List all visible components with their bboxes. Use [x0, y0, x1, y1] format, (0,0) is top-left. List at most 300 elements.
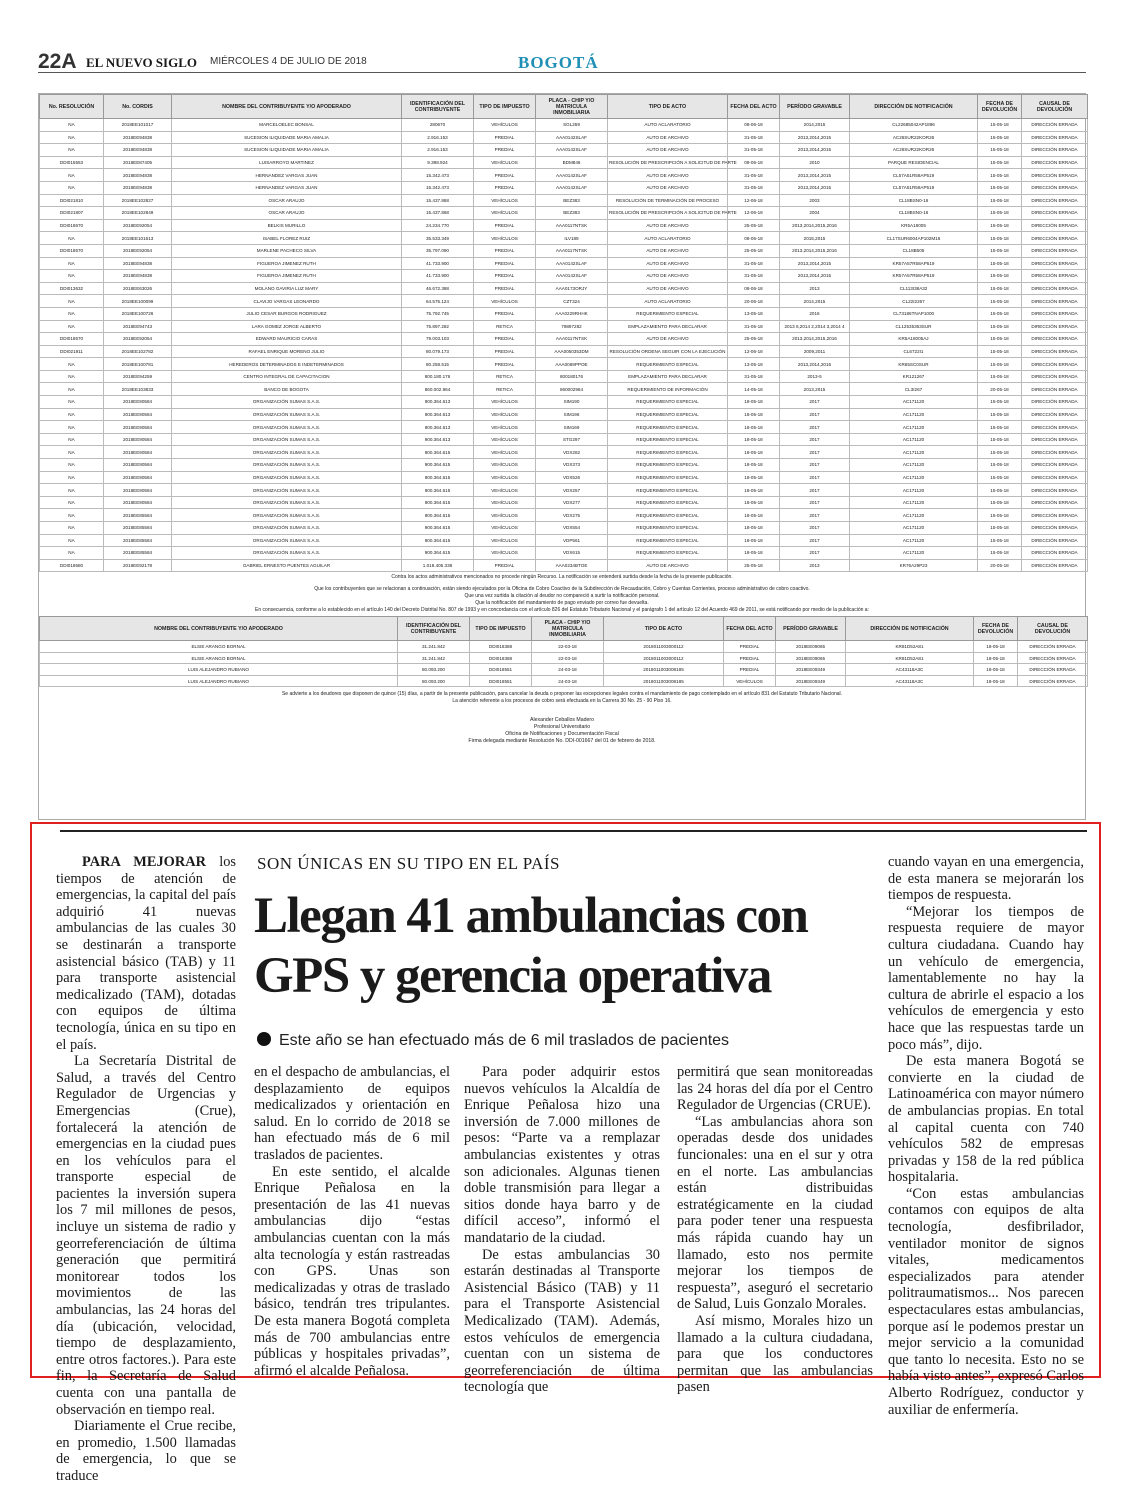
- table-cell: 2018EE90584: [104, 446, 172, 459]
- table-cell: 900.364.615: [402, 471, 474, 484]
- section-name: BOGOTÁ: [518, 53, 599, 72]
- table-cell: ORGANIZACIÓN SUMAS S.A.S.: [172, 471, 402, 484]
- table-row: [40, 194, 1088, 207]
- article-column-1: [56, 854, 236, 1485]
- table-cell: 2018EE90584: [104, 408, 172, 421]
- table-cell: PREDIAL: [474, 333, 536, 346]
- table-cell: NA: [40, 534, 104, 547]
- table-cell: 15-05-18: [978, 144, 1022, 157]
- table-cell: 15.342.473: [402, 169, 474, 182]
- table-cell: 2018EE103833: [104, 383, 172, 396]
- table-cell: DDI013632: [40, 282, 104, 295]
- table-cell: 15-05-18: [978, 484, 1022, 497]
- table-cell: VEHÍCULOS: [474, 396, 536, 409]
- table-cell: 46.672.388: [402, 282, 474, 295]
- table-row: [40, 257, 1088, 270]
- table-cell: NA: [40, 433, 104, 446]
- table-cell: AUTO DE ARCHIVO: [608, 333, 728, 346]
- article-paragraph: De estas ambulancias 30 estarán destinadas al Transporte Asistencial Básico (TAB) y 11 para el Transporte Asistencial Medicalizado (TAM). Además, estos vehículos de emergencia cuentan con un sistema de georreferenciación de última tecnología que: [464, 1246, 660, 1396]
- table-cell: HEREDEROS DETERMINADOS E INDETERMINADOS: [172, 358, 402, 371]
- table-cell: 2018EE92054: [104, 333, 172, 346]
- table-cell: 15.342.473: [402, 181, 474, 194]
- table-cell: DIRECCIÓN ERRADA: [1022, 119, 1088, 132]
- table-cell: 31-05-18: [728, 270, 780, 283]
- table-cell: AC171120: [850, 459, 978, 472]
- column-header: PLACA - CHIP Y/O MATRICULA INMOBILIARIA: [536, 95, 608, 119]
- table-cell: 2018EE102782: [104, 345, 172, 358]
- table-cell: 15-05-18: [978, 156, 1022, 169]
- table-cell: 15-05-18: [978, 119, 1022, 132]
- column-header: TIPO DE ACTO: [604, 617, 724, 641]
- notice-cobro-line-1: Que los contribuyentes que se relacionan a continuación, están siendo ejecutados por la Oficina de Cobro Coactivo de la Subdirección de Recaudación, Cobro y Cuentas Corrientes, proceso administrativo de cobro coactivo.: [314, 586, 810, 593]
- table-cell: CL18B605: [850, 244, 978, 257]
- table-cell: AC171120: [850, 408, 978, 421]
- table-cell: 18-05-18: [728, 547, 780, 560]
- table-cell: 2004: [780, 207, 850, 220]
- column-header: No. RESOLUCIÓN: [40, 95, 104, 119]
- table-cell: 31.241.842: [398, 641, 470, 653]
- table-cell: DIRECCIÓN ERRADA: [1022, 370, 1088, 383]
- table-cell: 25-05-18: [728, 333, 780, 346]
- table-cell: 18-05-18: [728, 522, 780, 535]
- table-cell: 2.916.153: [402, 131, 474, 144]
- table-row: [40, 559, 1088, 572]
- table-cell: 2018011003000112: [604, 641, 724, 653]
- table-cell: AC171120: [850, 433, 978, 446]
- table-cell: CL113I38A32: [850, 282, 978, 295]
- table-cell: DDI018670: [40, 333, 104, 346]
- table-cell: 2017: [780, 459, 850, 472]
- table-cell: CL57A51R58AP519: [850, 169, 978, 182]
- table-cell: VEHÍCULOS: [474, 421, 536, 434]
- table-cell: RESOLUCIÓN DE PRESCRIPCIÓN A SOLICITUD DE PARTE: [608, 156, 728, 169]
- table-cell: AC171120: [850, 534, 978, 547]
- table-cell: 15-05-18: [978, 257, 1022, 270]
- table-cell: LUIS ALEJANDRO RUBIANO: [40, 675, 398, 687]
- table-cell: 18-05-18: [728, 433, 780, 446]
- table-row: [40, 131, 1088, 144]
- table-row: [40, 408, 1088, 421]
- table-cell: AC26SUR22KOR26: [850, 131, 978, 144]
- table-cell: 2.916.153: [402, 144, 474, 157]
- table-cell: 2017: [780, 471, 850, 484]
- table-cell: VEHÍCULOS: [474, 207, 536, 220]
- table-cell: AUTO DE ARCHIVO: [608, 257, 728, 270]
- table-cell: VDX277: [536, 496, 608, 509]
- table-cell: 2017: [780, 396, 850, 409]
- table-cell: VEHÍCULOS: [474, 522, 536, 535]
- issue-date: MIÉRCOLES 4 DE JULIO DE 2018: [210, 56, 367, 67]
- table-cell: 35.797.090: [402, 244, 474, 257]
- table-cell: REQUERIMIENTO ESPECIAL: [608, 459, 728, 472]
- table-cell: 2017: [780, 408, 850, 421]
- article-paragraph: “Mejorar los tiempos de respuesta requiere de mayor cultura ciudadana. Cuando hay un vehículo de emergencia, lamentablemente no hay la cultura de abrirle el espacio a los vehículos de emergencia y esto hace que las respuestas tarde un poco más”, dijo.: [888, 903, 1084, 1053]
- table-cell: AUTO DE ARCHIVO: [608, 169, 728, 182]
- table-cell: PREDIAL: [474, 358, 536, 371]
- table-cell: 18-05-18: [974, 652, 1018, 664]
- table-cell: RETICA: [474, 383, 536, 396]
- table-cell: 2014,2015: [780, 119, 850, 132]
- table-cell: 2013-5: [780, 370, 850, 383]
- column-header: PERÍODO GRAVABLE: [780, 95, 850, 119]
- table-cell: 15-05-18: [978, 459, 1022, 472]
- table-cell: 15-05-18: [978, 534, 1022, 547]
- article-paragraph: De esta manera Bogotá se convierte en la ciudad de Latinoamérica con mayor número de ambulancias propias. En total al capital cuenta con 740 vehículos 582 de empresas privadas y 158 de la red pública hospitalaria.: [888, 1053, 1084, 1186]
- table-cell: AC171120: [850, 509, 978, 522]
- signature-name: Alexander Ceballos Madero: [529, 717, 594, 724]
- table-cell: 2017: [780, 421, 850, 434]
- table-cell: VEHÍCULOS: [724, 675, 776, 687]
- table-cell: BEZ383: [536, 194, 608, 207]
- table-cell: 31.241.842: [398, 652, 470, 664]
- table-cell: AAA0069PPOE: [536, 358, 608, 371]
- table-cell: VDP561: [536, 534, 608, 547]
- table-cell: ORGANIZACIÓN SUMAS S.A.S.: [172, 459, 402, 472]
- table-cell: AAA0117NTSK: [536, 244, 608, 257]
- notice-cobro-line-4: En consecuencia, conforme a lo establecido en el artículo 140 del Decreto Distrital No. 807 de 1993 y en concordancia con el artículo 826 del Estatuto Tributario Nacional y el parágrafo 1 del artículo 12 del Acuerdo 469 de 2011, se está notificando por medio de la publicación a:: [255, 607, 869, 614]
- table-row: [40, 471, 1088, 484]
- table-cell: 15-05-18: [978, 181, 1022, 194]
- table-row: [40, 345, 1088, 358]
- table-cell: DIRECCIÓN ERRADA: [1022, 421, 1088, 434]
- table-cell: 2013: [780, 282, 850, 295]
- column-header: TIPO DE ACTO: [608, 95, 728, 119]
- table-cell: 2018EE92054: [104, 244, 172, 257]
- column-header: PERÍODO GRAVABLE: [776, 617, 846, 641]
- table-cell: VEHÍCULOS: [474, 156, 536, 169]
- table-cell: 15.437.868: [402, 194, 474, 207]
- table-row: [40, 433, 1088, 446]
- table-cell: AUTO DE ARCHIVO: [608, 282, 728, 295]
- column-header: DIRECCIÓN DE NOTIFICACIÓN: [850, 95, 978, 119]
- article-deck: Este año se han efectuado más de 6 mil traslados de pacientes: [257, 1032, 729, 1050]
- table-cell: REQUERIMIENTO ESPECIAL: [608, 396, 728, 409]
- table-cell: VEHÍCULOS: [474, 408, 536, 421]
- table-cell: 18-05-18: [974, 675, 1018, 687]
- table-cell: 18-05-18: [728, 446, 780, 459]
- table-cell: 80.079.173: [402, 345, 474, 358]
- table-cell: 2013 6,2014 2,2014 3,2014 4: [780, 320, 850, 333]
- table-cell: AAA0142SLAF: [536, 131, 608, 144]
- table-cell: 15-05-18: [978, 421, 1022, 434]
- table-cell: DIRECCIÓN ERRADA: [1022, 446, 1088, 459]
- table-cell: VEHÍCULOS: [474, 534, 536, 547]
- table-cell: 20-05-18: [978, 559, 1022, 572]
- table-cell: VEHÍCULOS: [474, 471, 536, 484]
- table-row: [40, 383, 1088, 396]
- table-cell: PREDIAL: [474, 307, 536, 320]
- table-cell: DIRECCIÓN ERRADA: [1022, 496, 1088, 509]
- table-cell: VEHÍCULOS: [474, 484, 536, 497]
- table-row: [40, 295, 1088, 308]
- table-cell: PREDIAL: [474, 169, 536, 182]
- table-cell: AUTO ACLARATORIO: [608, 232, 728, 245]
- table-cell: AC171120: [850, 446, 978, 459]
- table-cell: 2013: [780, 559, 850, 572]
- article-column-4: [677, 1064, 873, 1396]
- table-cell: 2018EE90584: [104, 433, 172, 446]
- table-cell: PREDIAL: [474, 559, 536, 572]
- table-cell: 900.364.613: [402, 396, 474, 409]
- table-cell: 2013,2014,2015: [780, 169, 850, 182]
- table-cell: 2016: [780, 307, 850, 320]
- table-cell: DIRECCIÓN ERRADA: [1022, 358, 1088, 371]
- table-cell: AAA0142SLAF: [536, 144, 608, 157]
- table-cell: RAFAEL ENRIQUE MORENO JULIO: [172, 345, 402, 358]
- notice-cobro-line-3: Que la notificación del mandamiento de pago enviado por correo fue devuelta.: [475, 600, 649, 607]
- article-paragraph: “Las ambulancias ahora son operadas desde dos unidades funcionales: una en el sur y otra en el norte. Las ambulancias están distribuidas estratégicamente en la ciudad para poder tener una respuesta más rápida cuando hay un llamado, esto nos permite mejorar los tiempos de respuesta”, aseguró el secretario de Salud, Luis Gonzalo Morales.: [677, 1113, 873, 1313]
- table-cell: VDX257: [536, 484, 608, 497]
- table-cell: 2018EE94259: [104, 370, 172, 383]
- table-cell: REQUERIMIENTO ESPECIAL: [608, 307, 728, 320]
- table-row: [40, 270, 1088, 283]
- column-header: TIPO DE IMPUESTO: [474, 95, 536, 119]
- table-cell: RESOLUCIÓN ORDENA SEGUIR CON LA EJECUCIÓN: [608, 345, 728, 358]
- article-column-5: [888, 854, 1084, 1418]
- article-kicker: SON ÚNICAS EN SU TIPO EN EL PAÍS: [257, 854, 560, 873]
- column-header: DIRECCIÓN DE NOTIFICACIÓN: [846, 617, 974, 641]
- table-cell: HERNANDEZ VARGAS JUAN: [172, 181, 402, 194]
- table-cell: MARCELOELEC BONSAL: [172, 119, 402, 132]
- table-cell: 2015,2015: [780, 232, 850, 245]
- table-cell: 2018011003008185: [604, 675, 724, 687]
- table-cell: 2013,2014,2015: [780, 181, 850, 194]
- table-cell: 08-06-18: [728, 119, 780, 132]
- table-cell: 2013,2014,2015,2016: [780, 244, 850, 257]
- table-cell: KR121267: [850, 370, 978, 383]
- table-cell: NA: [40, 471, 104, 484]
- table-cell: 2018EE100781: [104, 358, 172, 371]
- table-cell: DIRECCIÓN ERRADA: [1022, 194, 1088, 207]
- table-cell: REQUERIMIENTO ESPECIAL: [608, 509, 728, 522]
- table-cell: PREDIAL: [474, 270, 536, 283]
- table-row: [40, 282, 1088, 295]
- table-cell: 15-05-18: [978, 471, 1022, 484]
- table-cell: ORGANIZACIÓN SUMAS S.A.S.: [172, 522, 402, 535]
- table-cell: ISABEL FLOREZ RUIZ: [172, 232, 402, 245]
- table-cell: OSCAR ARAUJO: [172, 207, 402, 220]
- table-cell: ORGANIZACIÓN SUMAS S.A.S.: [172, 433, 402, 446]
- table-cell: CL18BSN0-16: [850, 194, 978, 207]
- table-cell: NA: [40, 421, 104, 434]
- table-row: [40, 219, 1088, 232]
- table-cell: VDX282: [536, 446, 608, 459]
- signature-role: Profesional Universitario: [533, 724, 591, 731]
- table-cell: 18-05-18: [728, 534, 780, 547]
- table-cell: AUTO ACLARATORIO: [608, 119, 728, 132]
- table-row: [40, 496, 1088, 509]
- table-cell: 18-05-18: [728, 496, 780, 509]
- table-cell: DDI015553: [40, 156, 104, 169]
- table-cell: ORGANIZACIÓN SUMAS S.A.S.: [172, 396, 402, 409]
- table-cell: 2018EE09349: [776, 664, 846, 676]
- table-cell: DDI021810: [40, 194, 104, 207]
- table-cell: 900.364.615: [402, 446, 474, 459]
- table-row: [40, 144, 1088, 157]
- table-cell: KR76A29P23: [850, 559, 978, 572]
- table-cell: 2018EE90584: [104, 484, 172, 497]
- table-cell: 15-05-18: [978, 320, 1022, 333]
- table-cell: NA: [40, 484, 104, 497]
- table-cell: AC43118A3C: [846, 675, 974, 687]
- table-cell: SIM169: [536, 421, 608, 434]
- table-cell: 2018EE85584: [104, 522, 172, 535]
- table-row: [40, 675, 1088, 687]
- table-cell: CL73186TNAP1000: [850, 307, 978, 320]
- table-row: [40, 641, 1088, 653]
- table-cell: 2018EE90584: [104, 459, 172, 472]
- table-cell: 15-05-18: [978, 169, 1022, 182]
- table-row: [40, 307, 1088, 320]
- table-cell: 12-06-18: [728, 345, 780, 358]
- table-cell: NA: [40, 320, 104, 333]
- table-cell: RESOLUCIÓN DE PRESCRIPCIÓN A SOLICITUD DE PARTE: [608, 207, 728, 220]
- table-cell: 08-06-18: [728, 232, 780, 245]
- table-cell: PREDIAL: [474, 181, 536, 194]
- table-cell: 2017: [780, 534, 850, 547]
- table-cell: LUIS ALEJANDRO RUBIANO: [40, 664, 398, 676]
- table-cell: AC171120: [850, 396, 978, 409]
- table-row: [40, 358, 1088, 371]
- table-cell: PREDIAL: [724, 652, 776, 664]
- table-cell: 2013,2014,2015: [780, 144, 850, 157]
- table-cell: NA: [40, 459, 104, 472]
- table-cell: VEHÍCULOS: [474, 459, 536, 472]
- table-cell: REQUERIMIENTO ESPECIAL: [608, 484, 728, 497]
- table-cell: AC171120: [850, 421, 978, 434]
- table-cell: AUTO DE ARCHIVO: [608, 219, 728, 232]
- table-row: [40, 652, 1088, 664]
- table-cell: RETICA: [474, 320, 536, 333]
- table-cell: NA: [40, 169, 104, 182]
- tax-notice: [38, 93, 1086, 820]
- article-paragraph: “Con estas ambulancias contamos con equipos de alta tecnología, desfibrilador, ventilador monitor de signos vitales, medicamentos especializados para atender politraumatismos... Nos parecen espectaculares estas ambulancias, porque así le podemos prestar un mejor servicio a la comunidad que tanto lo necesita. Esto no se había visto antes”, expresó Carlos Alberto Rodríguez, conductor y auxiliar de enfermería.: [888, 1185, 1084, 1418]
- table-cell: EMPLAZAMIENTO PARA DECLARAR: [608, 370, 728, 383]
- table-cell: JULIO CESAR BURGOS RODRIGUEZ: [172, 307, 402, 320]
- table-cell: VEHÍCULOS: [474, 194, 536, 207]
- table-cell: AAA0173ORJY: [536, 282, 608, 295]
- column-header: FECHA DEL ACTO: [728, 95, 780, 119]
- table-cell: NA: [40, 295, 104, 308]
- table-row: [40, 370, 1088, 383]
- table-cell: DDI021911: [40, 345, 104, 358]
- table-cell: NA: [40, 446, 104, 459]
- table-cell: CL22685042AP1896: [850, 119, 978, 132]
- table-cell: 9.398.924: [402, 156, 474, 169]
- table-cell: 2018EE90584: [104, 421, 172, 434]
- table-cell: CL57A51R58AP519: [850, 181, 978, 194]
- notice-table-2: [39, 616, 1088, 687]
- table-cell: DIRECCIÓN ERRADA: [1022, 181, 1088, 194]
- table-cell: 15-05-18: [978, 194, 1022, 207]
- table-cell: NA: [40, 383, 104, 396]
- table-cell: NA: [40, 522, 104, 535]
- table-cell: 24.234.770: [402, 219, 474, 232]
- table-cell: 25-05-18: [728, 559, 780, 572]
- table-cell: VDX373: [536, 459, 608, 472]
- table-cell: 15-05-18: [978, 232, 1022, 245]
- table-cell: CLAVIJO VARGAS LEONARDO: [172, 295, 402, 308]
- table-cell: DIRECCIÓN ERRADA: [1022, 509, 1088, 522]
- table-cell: NA: [40, 370, 104, 383]
- table-cell: OSCAR ARAUJO: [172, 194, 402, 207]
- table-cell: 1.018.405.338: [402, 559, 474, 572]
- table-cell: ELSIE ARANGO BORNAL: [40, 652, 398, 664]
- table-cell: DIRECCIÓN ERRADA: [1022, 131, 1088, 144]
- table-cell: PREDIAL: [474, 282, 536, 295]
- table-cell: AUTO DE ARCHIVO: [608, 181, 728, 194]
- table-cell: DIRECCIÓN ERRADA: [1022, 459, 1088, 472]
- column-header: CAUSAL DE DEVOLUCIÓN: [1022, 95, 1088, 119]
- table-cell: DIRECCIÓN ERRADA: [1022, 169, 1088, 182]
- column-header: PLACA - CHIP Y/O MATRICULA INMOBILIARIA: [532, 617, 604, 641]
- table-cell: VEHÍCULOS: [474, 433, 536, 446]
- table-cell: 15-05-18: [978, 282, 1022, 295]
- table-cell: 2013,2014,2015,2016: [780, 333, 850, 346]
- table-cell: 12-06-18: [728, 207, 780, 220]
- table-cell: DIRECCIÓN ERRADA: [1022, 144, 1088, 157]
- table-cell: AAA0142SLAF: [536, 270, 608, 283]
- table-cell: 75.792.745: [402, 307, 474, 320]
- table-cell: FIGUEROA JIMENEZ RUTH: [172, 270, 402, 283]
- table-cell: 08-06-18: [728, 282, 780, 295]
- table-cell: KR57A57R58AP519: [850, 257, 978, 270]
- table-cell: 2017: [780, 484, 850, 497]
- notice-advertencia: [39, 687, 1085, 707]
- table-cell: 900.364.613: [402, 421, 474, 434]
- table-cell: KR5A18005AJ: [850, 333, 978, 346]
- table-cell: ORGANIZACIÓN SUMAS S.A.S.: [172, 446, 402, 459]
- table-cell: 2017: [780, 496, 850, 509]
- table-cell: 18-05-18: [728, 459, 780, 472]
- table-cell: 41.733.900: [402, 257, 474, 270]
- table-cell: CL18BSN0-16: [850, 207, 978, 220]
- table-cell: CL17SUR6004AP102M16: [850, 232, 978, 245]
- table-cell: RESOLUCIÓN DE TERMINACIÓN DE PROCESO: [608, 194, 728, 207]
- table-cell: AAA0117NTSK: [536, 219, 608, 232]
- table-cell: AUTO ACLARATORIO: [608, 295, 728, 308]
- table-cell: 15.437.868: [402, 207, 474, 220]
- table-cell: 18-05-18: [728, 484, 780, 497]
- table-cell: DIRECCIÓN ERRADA: [1022, 471, 1088, 484]
- table-cell: DIRECCIÓN ERRADA: [1022, 307, 1088, 320]
- table-cell: DIRECCIÓN ERRADA: [1022, 396, 1088, 409]
- table-cell: DDI018388: [470, 652, 532, 664]
- table-cell: NA: [40, 181, 104, 194]
- article-lead-in: PARA MEJORAR: [82, 854, 207, 870]
- table-cell: REQUERIMIENTO ESPECIAL: [608, 358, 728, 371]
- table-cell: 15-05-18: [978, 547, 1022, 560]
- table-cell: DIRECCIÓN ERRADA: [1022, 295, 1088, 308]
- table-cell: 900.364.615: [402, 459, 474, 472]
- table-cell: REQUERIMIENTO ESPECIAL: [608, 534, 728, 547]
- table-cell: NA: [40, 131, 104, 144]
- table-cell: 15-05-18: [978, 345, 1022, 358]
- table-row: [40, 547, 1088, 560]
- table-cell: DIRECCIÓN ERRADA: [1022, 282, 1088, 295]
- table-cell: DIRECCIÓN ERRADA: [1022, 408, 1088, 421]
- table-cell: DDI018680: [40, 559, 104, 572]
- table-cell: DIRECCIÓN ERRADA: [1022, 244, 1088, 257]
- table-cell: VDX526: [536, 471, 608, 484]
- table-cell: 31-05-18: [728, 181, 780, 194]
- table-cell: 22-03-18: [532, 652, 604, 664]
- table-cell: 15-05-18: [978, 131, 1022, 144]
- table-cell: VDX615: [536, 547, 608, 560]
- page-number: 22A: [38, 50, 77, 73]
- table-cell: VEHÍCULOS: [474, 295, 536, 308]
- table-cell: ORGANIZACIÓN SUMAS S.A.S.: [172, 547, 402, 560]
